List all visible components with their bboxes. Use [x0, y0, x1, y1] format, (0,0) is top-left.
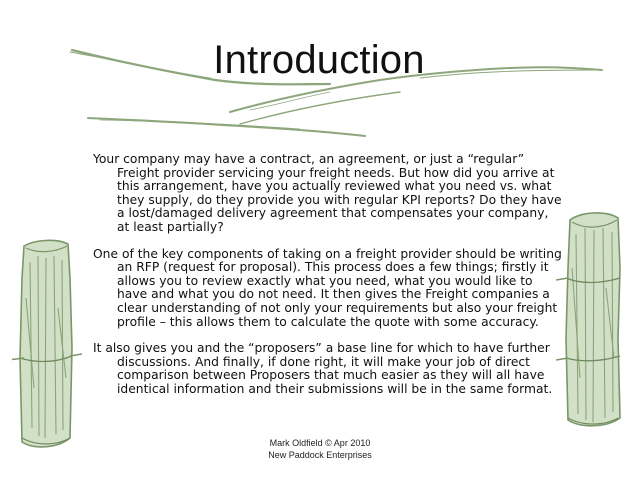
paragraph-rfp: One of the key components of taking on a freight provider should be writing an RFP (request for proposal). This process does a few things; firstly it allows you to review exactly what you need, what you would like to have and what you do not need. It then gives the Freight companies a clear understanding of not only your requirements but also your freight profile – this allows them to calculate the quote with some accuracy.	[93, 246, 562, 329]
slide-title: Introduction	[213, 38, 425, 82]
paragraph-proposers: It also gives you and the “proposers” a base line for which to have further discussions. And finally, if done right, it will make your job of direct comparison between Proposers that much easier as they will all have identical information and their submissions will be in the same format.	[93, 341, 553, 396]
slide-body	[93, 153, 563, 410]
footer-company: New Paddock Enterprises	[268, 450, 372, 460]
right-fence-post-illustration	[556, 208, 630, 434]
left-fence-post-illustration	[12, 238, 82, 458]
paragraph-intro: Your company may have a contract, an agreement, or just a “regular” Freight provider servicing your freight needs. But how did you arrive at this arrangement, have you actually reviewed what you need vs. what they supply, do they provide you with regular KPI reports? Do they have a lost/damaged delivery agreement that compensates your company, at least partially?	[93, 152, 562, 234]
footer-copyright: Mark Oldfield © Apr 2010	[269, 438, 371, 448]
footer	[250, 437, 390, 461]
